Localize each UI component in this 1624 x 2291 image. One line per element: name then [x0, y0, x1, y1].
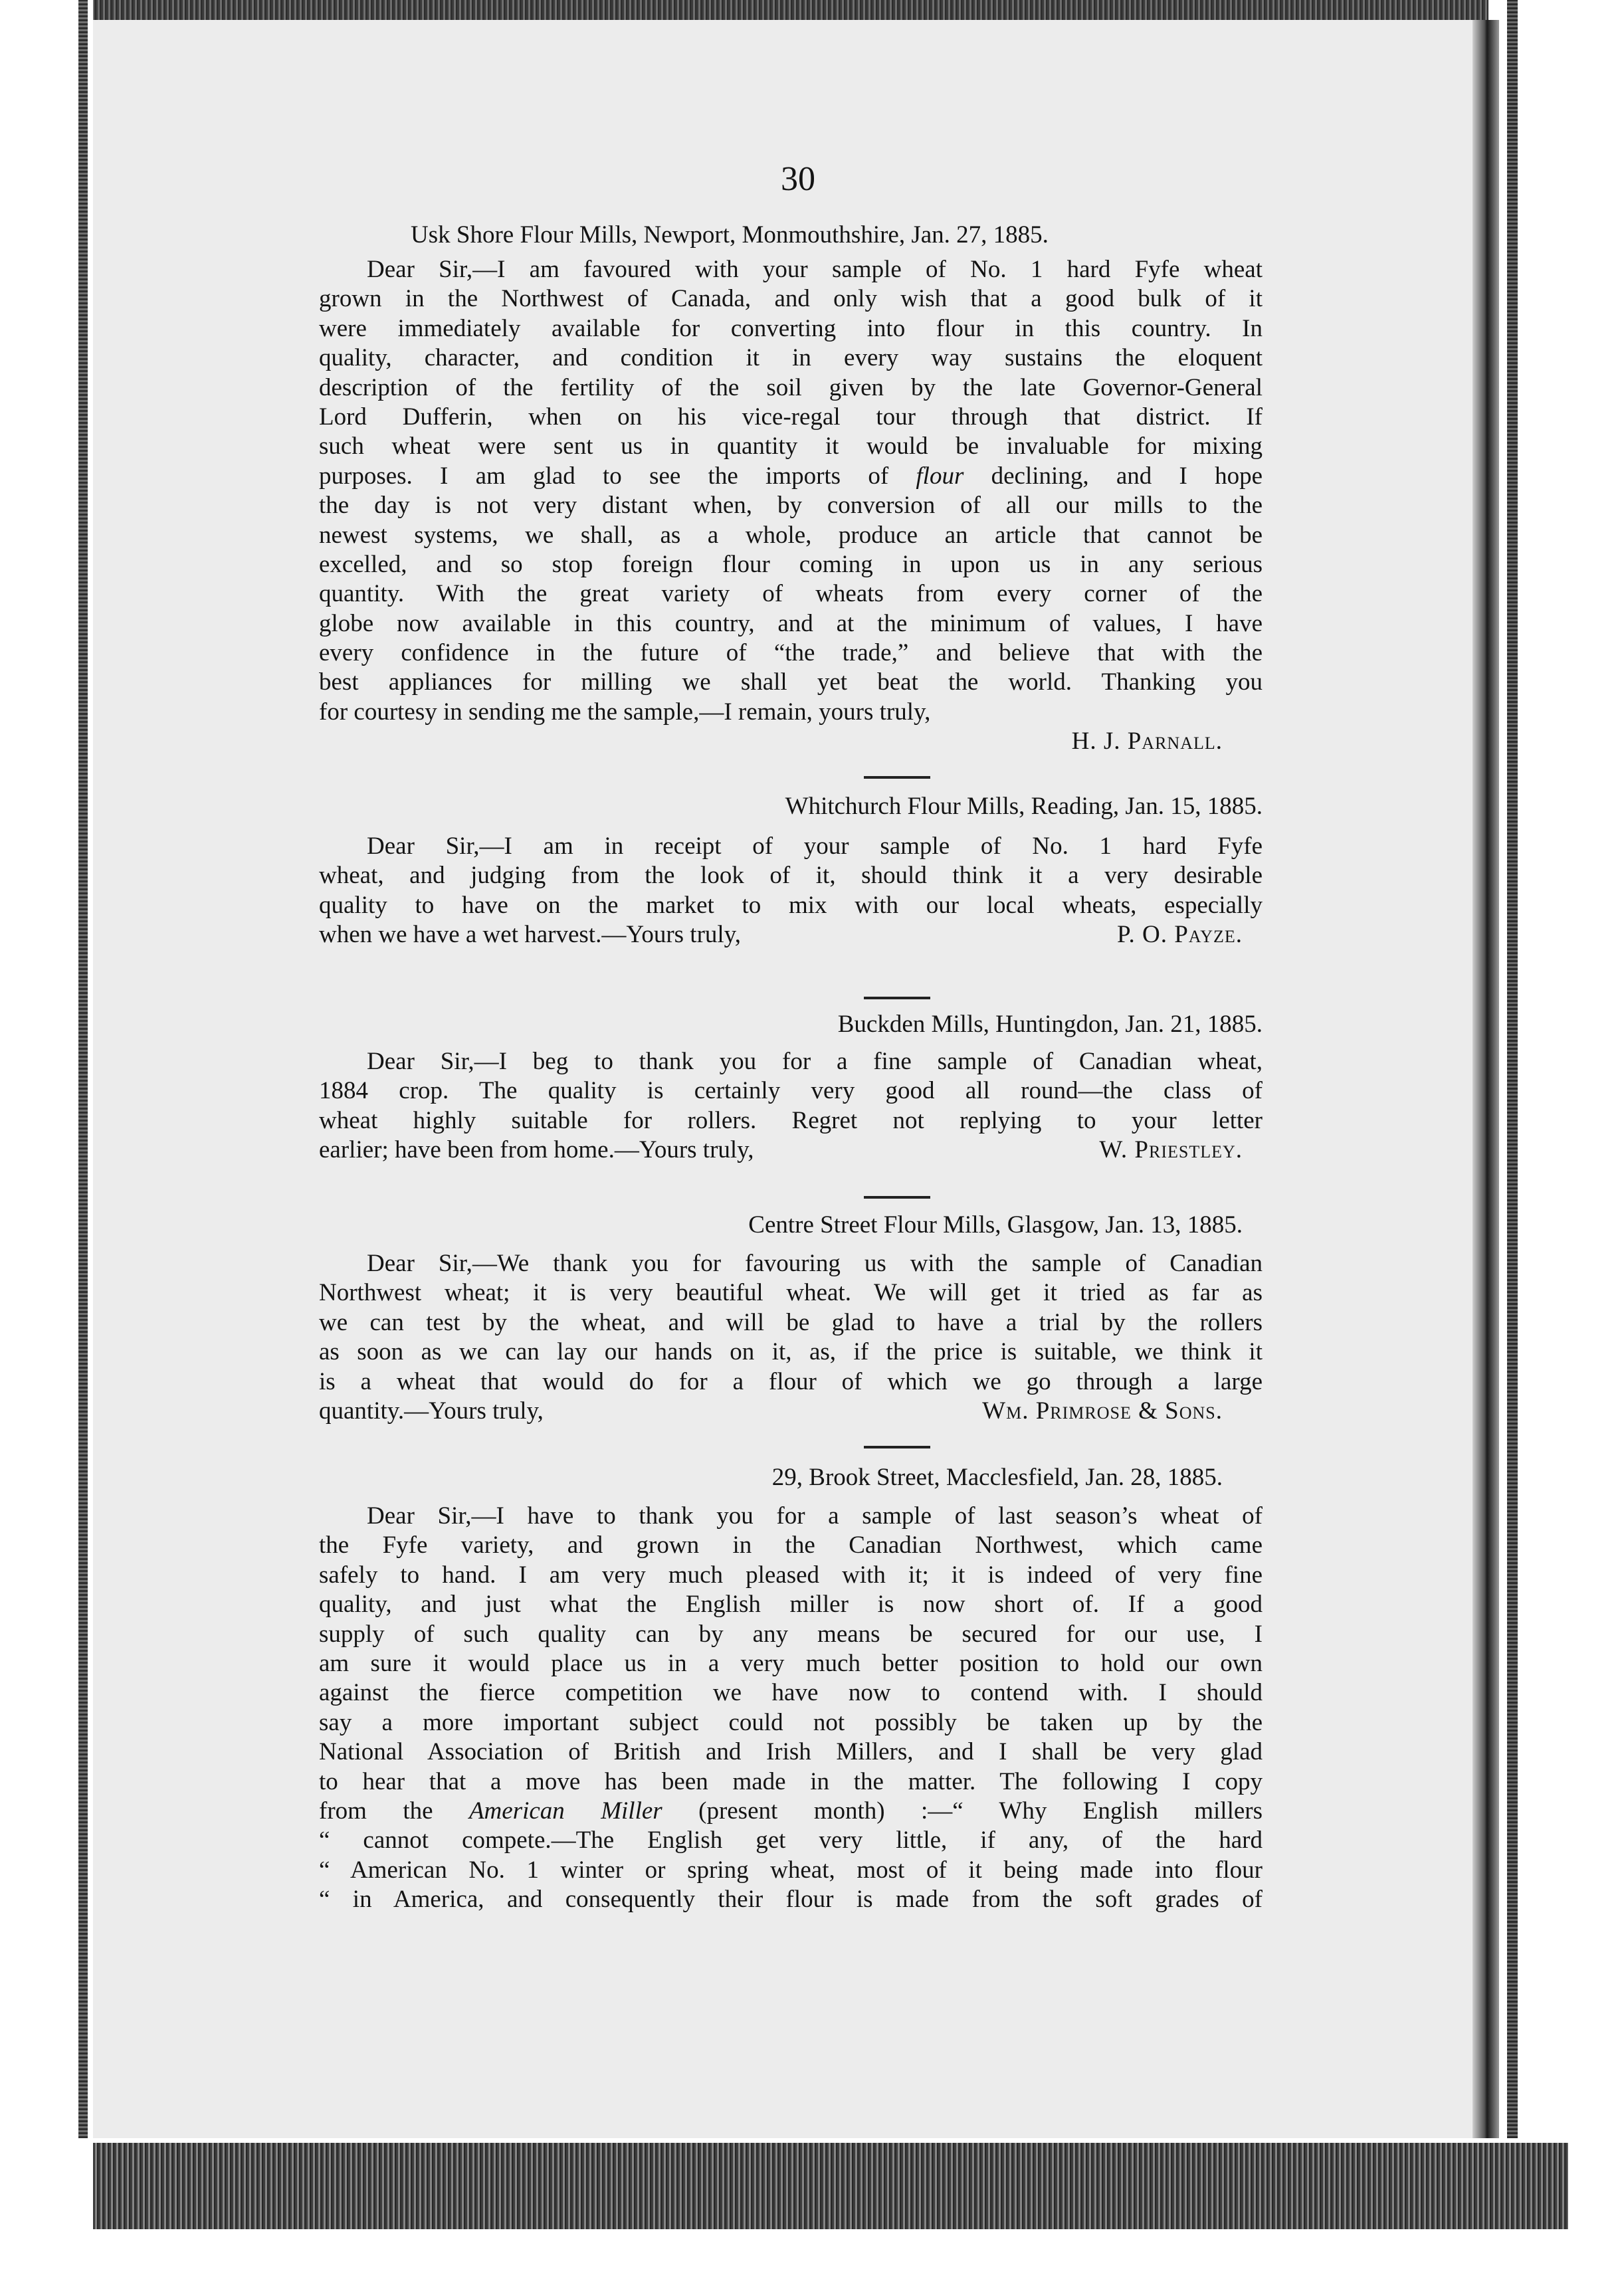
- letter-line: were immediately available for converting into flour in this country. In: [319, 314, 1263, 342]
- letter-line: Dear Sir,—We thank you for favouring us with the sample of Canadian: [367, 1250, 1263, 1277]
- closing-text: when we have a wet harvest.—Yours truly,: [319, 921, 742, 949]
- letter-centre-street: [319, 1209, 1263, 1426]
- signature: Wm. Primrose & Sons.: [982, 1397, 1223, 1425]
- letter-line: National Association of British and Irish Millers, and I shall be very glad: [319, 1738, 1263, 1766]
- letter-line: “ in America, and consequently their flour is made from the soft grades of: [319, 1886, 1263, 1914]
- letter-line: “ American No. 1 winter or spring wheat, most of it being made into flour: [319, 1856, 1263, 1884]
- scan-edge-right: [1507, 0, 1518, 2286]
- letter-line: against the fierce competition we have now to contend with. I should: [319, 1679, 1263, 1707]
- letter-line: grown in the Northwest of Canada, and only wish that a good bulk of it: [319, 285, 1263, 313]
- letter-line: quality, character, and condition it in every way sustains the eloquent: [319, 344, 1263, 372]
- section-divider: [864, 1196, 930, 1199]
- letter-line: Northwest wheat; it is very beautiful wheat. We will get it tried as far as: [319, 1279, 1263, 1307]
- closing-line: [319, 1397, 1263, 1426]
- letter-heading: Buckden Mills, Huntingdon, Jan. 21, 1885.: [837, 1011, 1263, 1038]
- letter-line: for courtesy in sending me the sample,—I remain, yours truly,: [319, 698, 931, 726]
- letter-line: 1884 crop. The quality is certainly very good all round—the class of: [319, 1077, 1263, 1105]
- letter-line: safely to hand. I am very much pleased with it; it is indeed of very fine: [319, 1561, 1263, 1589]
- letter-line: newest systems, we shall, as a whole, produce an article that cannot be: [319, 521, 1263, 549]
- letter-line: Dear Sir,—I have to thank you for a sample of last season’s wheat of: [367, 1502, 1263, 1530]
- italic-term: American Miller: [468, 1797, 662, 1825]
- letter-heading: 29, Brook Street, Macclesfield, Jan. 28, 1885.: [771, 1464, 1223, 1491]
- letter-heading: Usk Shore Flour Mills, Newport, Monmouthshire, Jan. 27, 1885.: [411, 221, 1049, 249]
- closing-text: earlier; have been from home.—Yours truly,: [319, 1136, 754, 1164]
- letter-line: wheat highly suitable for rollers. Regret not replying to your letter: [319, 1106, 1263, 1134]
- book-gutter: [1472, 20, 1499, 2138]
- letter-line: the Fyfe variety, and grown in the Canadian Northwest, which came: [319, 1532, 1263, 1559]
- letter-line: description of the fertility of the soil given by the late Governor-General: [319, 373, 1263, 401]
- closing-line: [319, 920, 1263, 949]
- signature: P. O. Payze.: [1117, 921, 1243, 949]
- scan-edge-left: [78, 0, 88, 2146]
- italic-term: flour: [916, 462, 964, 490]
- letter-line: quantity. With the great variety of wheats from every corner of the: [319, 580, 1263, 608]
- letter-line: such wheat were sent us in quantity it would be invaluable for mixing: [319, 433, 1263, 460]
- section-divider: [864, 1446, 930, 1448]
- letter-usk-shore: [319, 219, 1263, 759]
- letter-heading: Centre Street Flour Mills, Glasgow, Jan. 13, 1885.: [748, 1211, 1243, 1239]
- letter-line: excelled, and so stop foreign flour coming in upon us in any serious: [319, 550, 1263, 578]
- letter-line: the day is not very distant when, by conversion of all our mills to the: [319, 492, 1263, 520]
- letter-line: supply of such quality can by any means be secured for our use, I: [319, 1620, 1263, 1648]
- letter-line: wheat, and judging from the look of it, should think it a very desirable: [319, 862, 1263, 890]
- letter-line: we can test by the wheat, and will be glad to have a trial by the rollers: [319, 1308, 1263, 1336]
- letter-line: from the American Miller (present month) :—“ Why English millers: [319, 1797, 1263, 1825]
- letter-whitchurch: [319, 791, 1263, 950]
- letter-line: Lord Dufferin, when on his vice-regal tour through that district. If: [319, 403, 1263, 431]
- letter-line: am sure it would place us in a very much better position to hold our own: [319, 1649, 1263, 1677]
- letter-line: purposes. I am glad to see the imports of flour declining, and I hope: [319, 462, 1263, 490]
- letter-heading: Whitchurch Flour Mills, Reading, Jan. 15, 1885.: [785, 793, 1263, 820]
- letter-line: as soon as we can lay our hands on it, as, if the price is suitable, we think it: [319, 1338, 1263, 1366]
- scan-frame-top: [0, 0, 1624, 20]
- letter-line: Dear Sir,—I am in receipt of your sample of No. 1 hard Fyfe: [367, 833, 1263, 860]
- letter-buckden: [319, 1009, 1263, 1165]
- letter-line: say a more important subject could not possibly be taken up by the: [319, 1708, 1263, 1736]
- scan-edge-bottom: [93, 2143, 1568, 2229]
- letter-line: best appliances for milling we shall yet beat the world. Thanking you: [319, 668, 1263, 696]
- letter-line: globe now available in this country, and at the minimum of values, I have: [319, 609, 1263, 637]
- letter-line: quality to have on the market to mix with our local wheats, especially: [319, 891, 1263, 919]
- signature: W. Priestley.: [1099, 1136, 1243, 1164]
- page-number: 30: [781, 160, 815, 198]
- section-divider: [864, 776, 930, 779]
- closing-text: quantity.—Yours truly,: [319, 1397, 544, 1425]
- letter-line: is a wheat that would do for a flour of which we go through a large: [319, 1367, 1263, 1395]
- letter-line: “ cannot compete.—The English get very little, if any, of the hard: [319, 1827, 1263, 1854]
- letter-line: quality, and just what the English miller is now short of. If a good: [319, 1591, 1263, 1619]
- letter-line: Dear Sir,—I beg to thank you for a fine sample of Canadian wheat,: [367, 1048, 1263, 1075]
- letter-line: to hear that a move has been made in the matter. The following I copy: [319, 1767, 1263, 1795]
- letter-line: every confidence in the future of “the trade,” and believe that with the: [319, 639, 1263, 667]
- section-divider: [864, 997, 930, 999]
- letter-macclesfield: [319, 1462, 1263, 1914]
- letter-line: Dear Sir,—I am favoured with your sample of No. 1 hard Fyfe wheat: [367, 256, 1263, 283]
- closing-line: [319, 1136, 1263, 1165]
- signature: H. J. Parnall.: [1071, 728, 1223, 755]
